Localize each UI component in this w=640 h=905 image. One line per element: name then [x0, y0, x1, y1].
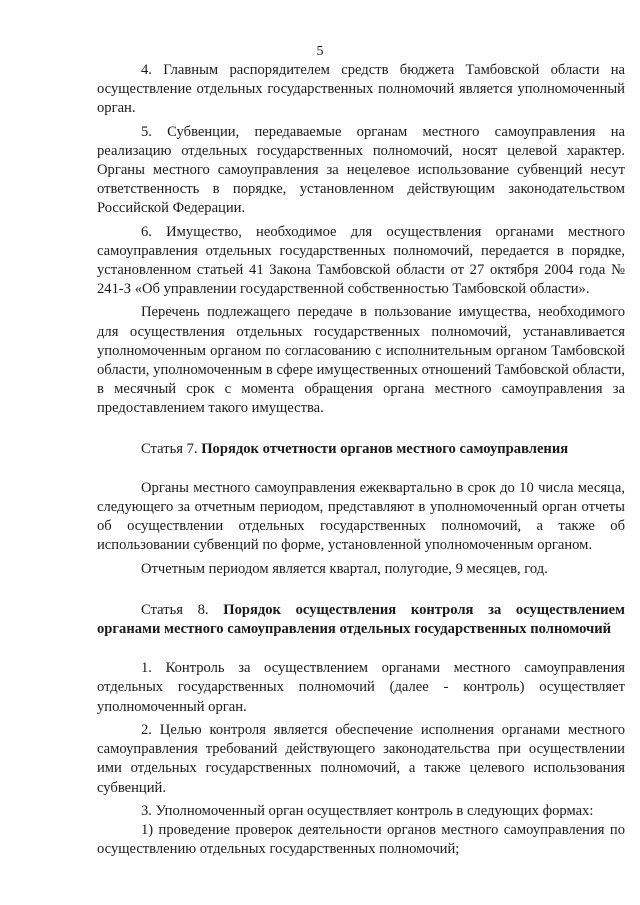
article-7-heading — [97, 440, 625, 459]
paragraph-property-list: Перечень подлежащего передаче в пользование имущества, необходимого для осуществления отдельных государственных полномочий, устанавливается уполномоченным органом по согласованию с исполнительным органом Тамбовской области, уполномоченным в сфере имущественных отношений Тамбовской области, в месячный срок с момента обращения органа местного самоуправления за предоставлением такого имущества. — [97, 304, 625, 417]
paragraph-4: 4. Главным распорядителем средств бюджета Тамбовской области на осуществление отдельных государственных полномочий является уполномоченный орган. — [97, 62, 625, 117]
article-7-title: Порядок отчетности органов местного самоуправления — [201, 440, 569, 457]
paragraph-5: 5. Субвенции, передаваемые органам местного самоуправления на реализацию отдельных государственных полномочий, носят целевой характер. Органы местного самоуправления за нецелевое использование субвенций несут ответственность в порядке, установленном действующим законодательством Российской Федерации. — [97, 123, 625, 217]
article-7-prefix: Статья 7. — [141, 440, 202, 457]
article-8-title: Порядок осуществления контроля за осуществлением органами местного самоуправления отдельных государственных полномочий — [97, 601, 626, 638]
article-7-paragraph-2: Отчетным периодом является квартал, полугодие, 9 месяцев, год. — [141, 560, 548, 577]
article-8-paragraph-1: 1. Контроль за осуществлением органами местного самоуправления отдельных государственных полномочий (далее - контроль) осуществляет уполномоченный орган. — [97, 660, 625, 715]
article-8-paragraph-3: 3. Уполномоченный орган осуществляет контроль в следующих формах: — [141, 802, 594, 819]
page-number: 5 — [316, 44, 324, 59]
paragraph-6: 6. Имущество, необходимое для осуществления органами местного самоуправления отдельных государственных полномочий, передается в порядке, установленном статьей 41 Закона Тамбовской области от 27 октября 2004 года № 241-З «Об управлении государственной собственностью Тамбовской области». — [97, 223, 625, 298]
article-8-paragraph-4: 1) проведение проверок деятельности органов местного самоуправления по осуществлению отдельных государственных полномочий; — [97, 821, 625, 858]
article-8-prefix: Статья 8. — [141, 601, 224, 618]
article-7-paragraph-1: Органы местного самоуправления ежеквартально в срок до 10 числа месяца, следующего за отчетным периодом, представляют в уполномоченный орган отчеты об осуществлении отдельных государственных полномочий, а также об использовании субвенций по форме, установленной уполномоченным органом. — [97, 479, 625, 554]
document-body — [97, 61, 625, 859]
article-8-heading — [97, 601, 625, 639]
article-8-paragraph-2: 2. Целью контроля является обеспечение исполнения органами местного самоуправления требований действующего законодательства при осуществлении ими отдельных государственных полномочий, а также целевого использования субвенций. — [97, 721, 625, 796]
